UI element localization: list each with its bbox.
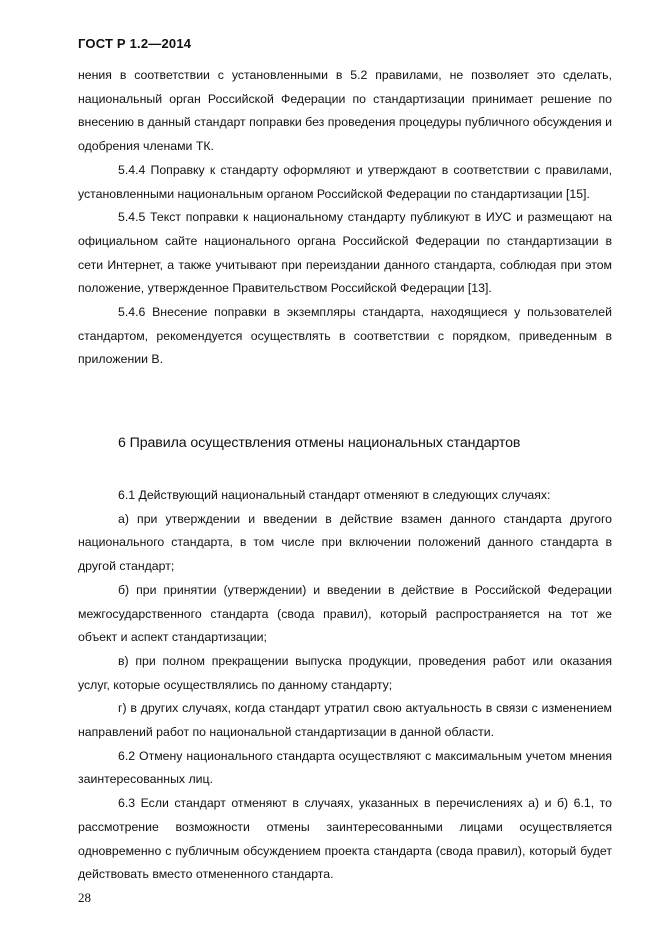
paragraph-6-2: 6.2 Отмену национального стандарта осуществляют с максимальным учетом мнения заинтересованных лиц. (78, 748, 612, 787)
paragraph-5-4-3-continuation: нения в соответствии с установленными в 5.2 правилами, не позволяет это сделать, национальный орган Российской Федерации по стандартизации принимает решение по внесению в данный стандарт поправки без проведения процедуры публичного обсуждения и одобрения членами ТК. (78, 68, 612, 154)
paragraph-6-1: 6.1 Действующий национальный стандарт отменяют в следующих случаях: (118, 488, 551, 502)
paragraph-5-4-6: 5.4.6 Внесение поправки в экземпляры стандарта, находящиеся у пользователей стандартом, рекомендуется осуществлять в соответствии с порядком, приведенным в приложении В. (78, 305, 612, 367)
page-number: 28 (78, 890, 91, 905)
list-item-a: а) при утверждении и введении в действие взамен данного стандарта другого национального стандарта, в том числе при включении положений данного стандарта в другой стандарт; (78, 511, 612, 574)
section-6-title: 6 Правила осуществления отмены национальных стандартов (118, 435, 521, 451)
list-item-b: б) при принятии (утверждении) и введении в действие в Российской Федерации межгосударственного стандарта (свода правил), который распространяется на тот же объект и аспект стандартизации; (78, 582, 612, 645)
paragraph-5-4-5: 5.4.5 Текст поправки к национальному стандарту публикуют в ИУС и размещают на официальном сайте национального органа Российской Федерации по стандартизации в сети Интернет, а также учитывают при переиздании данного стандарта, соблюдая при этом положение, утвержденное Правительством Российской Федерации [13]. (78, 210, 612, 296)
list-item-v: в) при полном прекращении выпуска продукции, проведения работ или оказания услуг, которые осуществлялись по данному стандарту; (78, 653, 612, 692)
section-5-continuation (78, 64, 612, 372)
list-item-g: г) в других случаях, когда стандарт утратил свою актуальность в связи с изменением направлений работ по национальной стандартизации в данной области. (78, 701, 612, 740)
document-code-header: ГОСТ Р 1.2—2014 (78, 36, 192, 51)
section-6-body (78, 484, 612, 887)
paragraph-6-3: 6.3 Если стандарт отменяют в случаях, указанных в перечислениях а) и б) 6.1, то рассмотрение возможности отмены заинтересованными лицами осуществляется одновременно с публичным обсуждением проекта стандарта (свода правил), который будет действовать вместо отмененного стандарта. (78, 796, 612, 882)
paragraph-5-4-4: 5.4.4 Поправку к стандарту оформляют и утверждают в соответствии с правилами, установленными национальным органом Российской Федерации по стандартизации [15]. (78, 162, 612, 201)
